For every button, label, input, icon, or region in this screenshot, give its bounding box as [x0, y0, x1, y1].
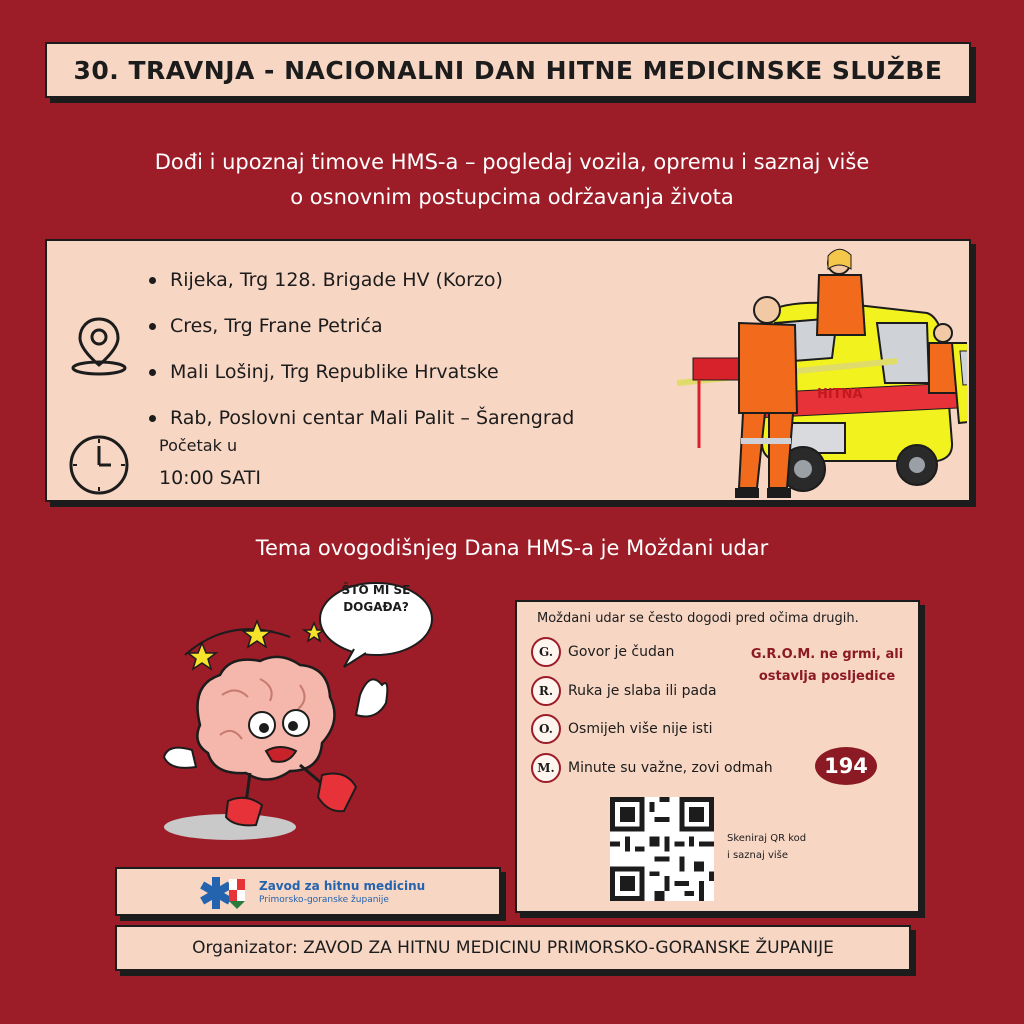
- speech-bubble-text: [322, 582, 430, 616]
- grom-text: Minute su važne, zovi odmah: [568, 760, 773, 776]
- qr-code[interactable]: [610, 797, 714, 901]
- organizer-banner: [115, 925, 911, 971]
- qr-instructions: [727, 830, 806, 864]
- logo-text: [259, 879, 425, 905]
- location-item: Mali Lošinj, Trg Republike Hrvatske: [149, 349, 574, 395]
- start-time: 10:00 SATI: [159, 467, 261, 489]
- qr-line-2: i saznaj više: [727, 850, 789, 861]
- description-line-1: Dođi i upoznaj timove HMS-a – pogledaj vozila, opremu i saznaj više: [154, 150, 870, 174]
- grom-item: [531, 676, 717, 706]
- grom-text: Ruka je slaba ili pada: [568, 683, 717, 699]
- grom-letter: O.: [531, 714, 561, 744]
- grom-letter: M.: [531, 753, 561, 783]
- location-list: [149, 257, 574, 441]
- ambulance-illustration: [627, 243, 967, 501]
- title-banner: [45, 42, 971, 98]
- slogan-line-2: ostavlja posljedice: [758, 669, 896, 684]
- description-line-2: o osnovnim postupcima održavanja života: [290, 185, 734, 209]
- emergency-number-badge: 194: [815, 747, 877, 785]
- theme-text: Tema ovogodišnjeg Dana HMS-a je Moždani udar: [255, 536, 769, 560]
- grom-item: [531, 753, 773, 783]
- location-item: Rab, Poslovni centar Mali Palit – Šarengrad: [149, 395, 574, 441]
- speech-line-2: DOGAĐA?: [343, 600, 409, 614]
- grom-panel: [515, 600, 920, 913]
- logo-title: Zavod za hitnu medicinu: [259, 878, 426, 893]
- grom-intro: Moždani udar se često dogodi pred očima drugih.: [537, 611, 859, 626]
- event-description: [0, 145, 1024, 215]
- location-item: Rijeka, Trg 128. Brigade HV (Korzo): [149, 257, 574, 303]
- speech-line-1: ŠTO MI SE: [341, 583, 411, 597]
- grom-letter: R.: [531, 676, 561, 706]
- organizer-text: Organizator: ZAVOD ZA HITNU MEDICINU PRIMORSKO-GORANSKE ŽUPANIJE: [192, 938, 834, 958]
- grom-text: Osmijeh više nije isti: [568, 721, 713, 737]
- logo-panel: [115, 867, 501, 916]
- grom-text: Govor je čudan: [568, 644, 675, 660]
- location-pin-icon: [67, 313, 131, 377]
- star-of-life-icon: [199, 873, 259, 913]
- qr-line-1: Skeniraj QR kod: [727, 833, 807, 844]
- slogan-line-1: G.R.O.M. ne grmi, ali: [750, 647, 904, 662]
- ambulance-label: HITNA: [817, 387, 863, 402]
- grom-item: [531, 714, 712, 744]
- clock-icon: [67, 433, 131, 497]
- locations-panel: [45, 239, 971, 502]
- logo-subtitle: Primorsko-goranske županije: [259, 894, 389, 905]
- grom-slogan: [747, 644, 907, 688]
- location-item: Cres, Trg Frane Petrića: [149, 303, 574, 349]
- start-label: Početak u: [159, 436, 238, 455]
- grom-item: [531, 637, 674, 667]
- page-title: 30. TRAVNJA - NACIONALNI DAN HITNE MEDICINSKE SLUŽBE: [73, 55, 943, 85]
- grom-letter: G.: [531, 637, 561, 667]
